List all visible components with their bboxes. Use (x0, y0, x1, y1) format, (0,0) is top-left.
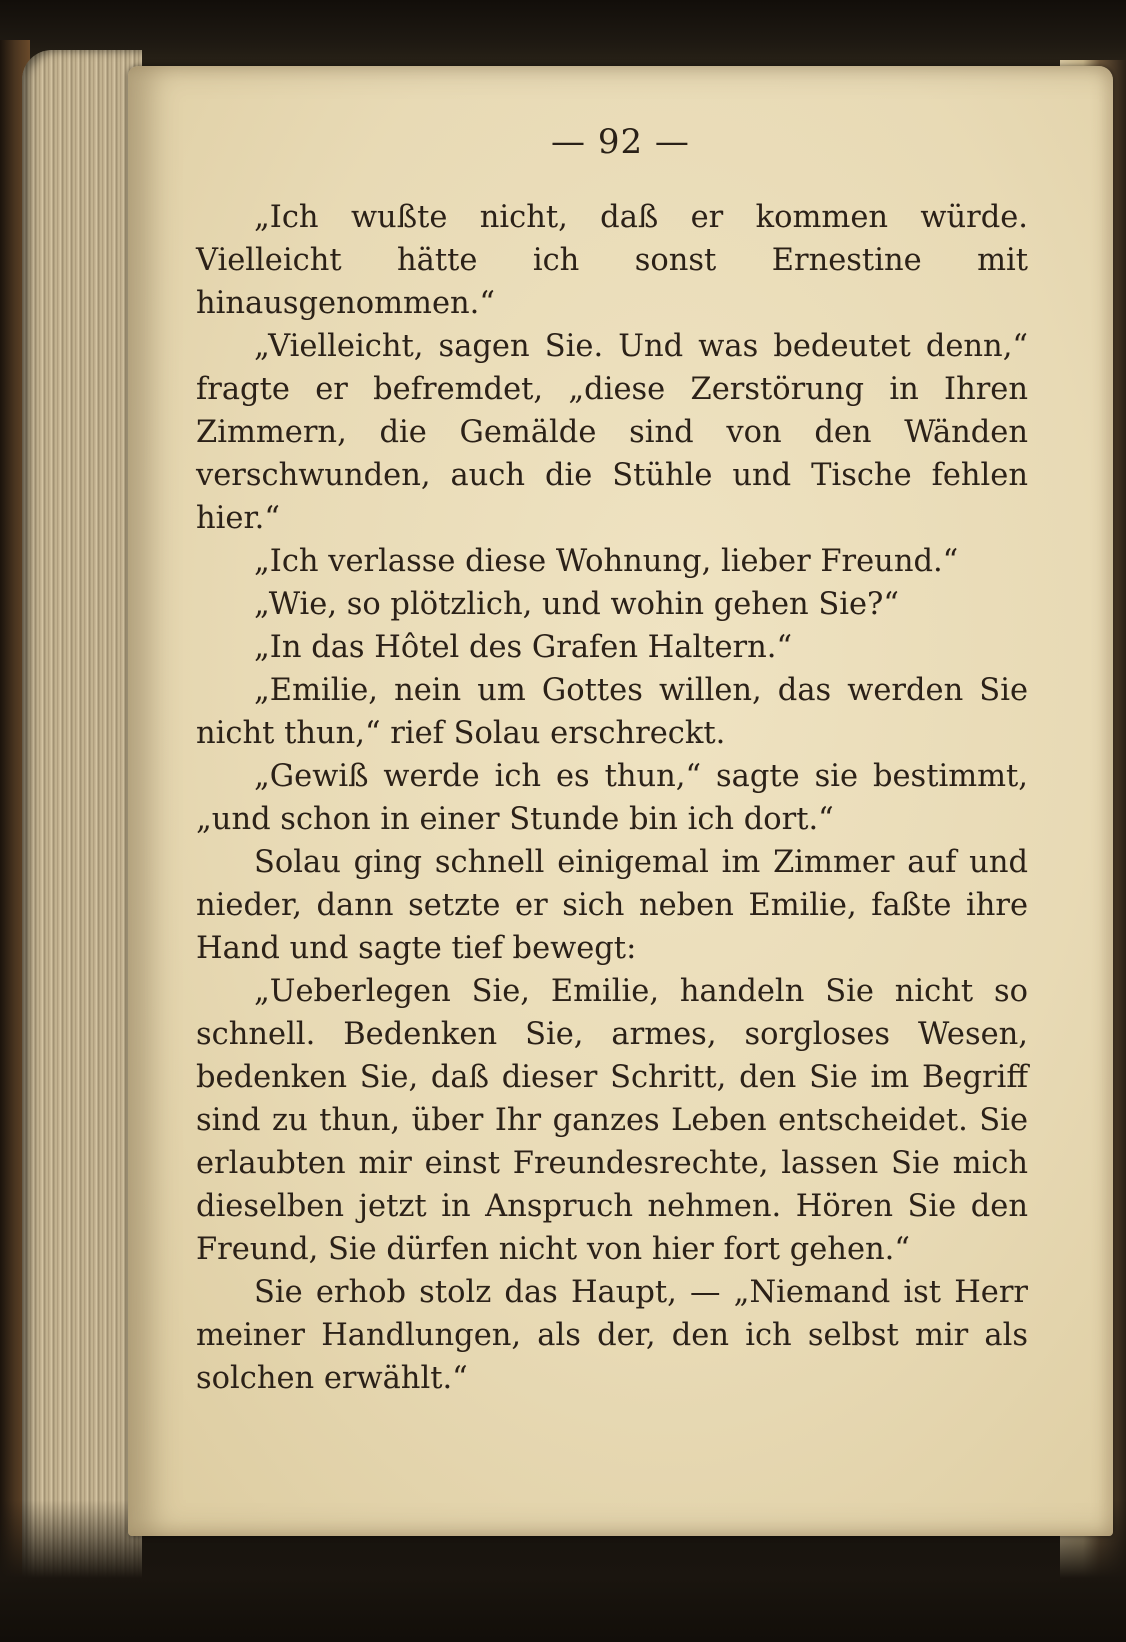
paragraph: „Gewiß werde ich es thun,“ sagte sie bestimmt, „und schon in einer Stunde bin ich dort.“ (196, 759, 1028, 837)
paragraph: Solau ging schnell einigemal im Zimmer auf und nieder, dann setzte er sich neben Emilie, faßte ihre Hand und sagte tief bewegt: (196, 845, 1028, 966)
paragraph: „In das Hôtel des Grafen Haltern.“ (254, 630, 793, 665)
paragraph: „Wie, so plötzlich, und wohin gehen Sie?“ (254, 587, 899, 622)
paragraph: Sie erhob stolz das Haupt, — „Niemand ist Herr meiner Handlungen, als der, den ich selbst mir als solchen erwählt.“ (196, 1275, 1028, 1396)
paragraph: „Ueberlegen Sie, Emilie, handeln Sie nicht so schnell. Bedenken Sie, armes, sorgloses Wesen, bedenken Sie, daß dieser Schritt, den Sie im Begriff sind zu thun, über Ihr ganzes Leben entscheidet. Sie erlaubten mir einst Freundesrechte, lassen Sie mich dieselben jetzt in Anspruch nehmen. Hören Sie den Freund, Sie dürfen nicht von hier fort gehen.“ (196, 974, 1028, 1267)
page-text (196, 196, 1028, 1400)
paragraph: „Vielleicht, sagen Sie. Und was bedeutet denn,“ fragte er befremdet, „diese Zerstörung in Ihren Zimmern, die Gemälde sind von den Wänden verschwunden, auch die Stühle und Tische fehlen hier.“ (196, 329, 1028, 536)
paragraph: „Ich wußte nicht, daß er kommen würde. Vielleicht hätte ich sonst Ernestine mit hinausgenommen.“ (196, 200, 1028, 321)
book-cover-top (0, 0, 1126, 70)
page-number: — 92 — (551, 122, 690, 162)
paragraph: „Ich verlasse diese Wohnung, lieber Freund.“ (254, 544, 959, 579)
paragraph: „Emilie, nein um Gottes willen, das werden Sie nicht thun,“ rief Solau erschreckt. (196, 673, 1028, 751)
page-edges (22, 50, 142, 1600)
